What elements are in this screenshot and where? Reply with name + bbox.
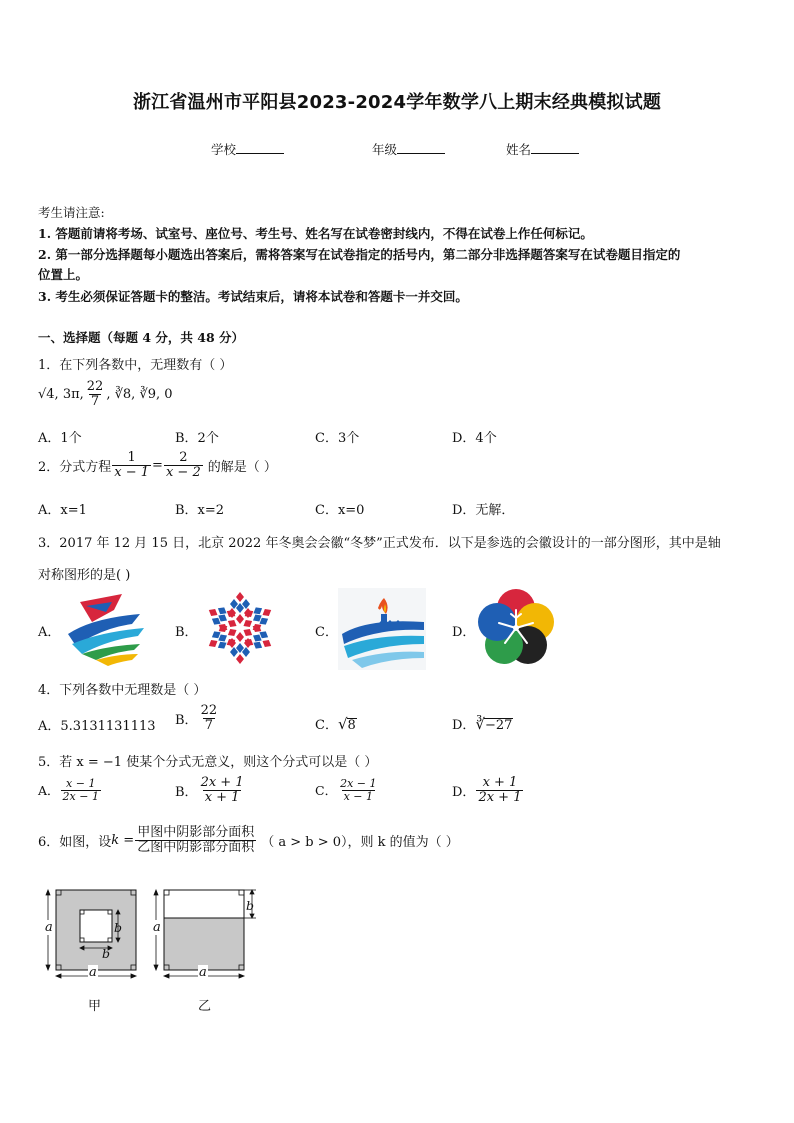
q3-option-d-label: D． — [452, 625, 476, 640]
q4-b-den: 7 — [204, 717, 213, 733]
q5-option-a — [38, 778, 102, 802]
notice-heading: 考生请注意: — [38, 205, 105, 220]
name-field — [506, 140, 579, 158]
q3-option-c-label: C． — [315, 625, 338, 640]
q4-option-d — [452, 714, 513, 733]
q5-b-num: 2x + 1 — [200, 775, 244, 790]
q3-stem-line2: 对称图形的是( ) — [38, 568, 131, 583]
q2-stem-b: 的解是（ ） — [207, 459, 277, 475]
q5-option-b-fraction — [199, 776, 246, 804]
q5-option-c — [315, 778, 380, 802]
q2-f2-den: x − 2 — [165, 464, 201, 480]
sqrt-icon: √ — [337, 715, 348, 733]
q5-option-d-label: D． — [452, 784, 476, 800]
q2-f1-num: 1 — [127, 450, 136, 465]
q6-stem-a: 6．如图，设 — [38, 834, 112, 850]
q3-logo-a-image — [62, 588, 150, 668]
q1-stem: 1．在下列各数中，无理数有（ ） — [38, 358, 233, 373]
q4-option-b — [175, 704, 220, 732]
q4-option-c-value: 8 — [347, 718, 356, 733]
q6-jia-label-b-side: b — [114, 920, 123, 935]
notice-item-1: 1. 答题前请将考场、试室号、座位号、考生号、姓名写在试卷密封线内，不得在试卷上作任何标记。 — [38, 226, 593, 241]
q5-option-d-fraction — [476, 776, 523, 804]
q4-option-c-label: C． — [315, 718, 338, 733]
q5-a-den: 2x − 1 — [62, 789, 99, 803]
q1-frac-den: 7 — [90, 393, 100, 409]
school-label: 学校 — [211, 142, 237, 157]
cube-root-icon: ∛ — [475, 715, 485, 733]
q4-option-a: A．5.3131131113 — [38, 719, 156, 734]
q6-frac-num: 甲图中阴影部分面积 — [137, 825, 255, 840]
grade-label: 年级 — [372, 142, 398, 157]
q2-option-b: B．x=2 — [175, 503, 225, 518]
name-blank — [531, 141, 579, 154]
q2-option-c: C．x=0 — [315, 503, 365, 518]
page-title: 浙江省温州市平阳县2023-2024学年数学八上期末经典模拟试题 — [132, 92, 662, 113]
q6-fraction — [135, 826, 256, 854]
q1-expression — [38, 380, 173, 408]
q3-logo-b-image — [200, 588, 280, 668]
notice-item-3: 3. 考生必须保证答题卡的整洁。考试结束后，请将本试卷和答题卡一并交回。 — [38, 289, 468, 304]
q6-stem — [38, 826, 459, 854]
q1-option-a: A．1个 — [38, 431, 82, 446]
grade-field — [372, 140, 445, 158]
q4-option-b-fraction — [199, 704, 220, 732]
q5-option-c-fraction — [338, 778, 378, 802]
q4-option-d-label: D． — [452, 718, 476, 733]
q4-b-num: 22 — [200, 703, 218, 718]
name-label: 姓名 — [506, 142, 532, 157]
q5-option-a-fraction — [61, 778, 101, 802]
notice-item-2-cont: 位置上。 — [38, 267, 89, 282]
q5-d-den: 2x + 1 — [478, 789, 522, 805]
q6-caption-jia: 甲 — [88, 999, 102, 1014]
q6-jia-label-b-bottom: b — [102, 946, 111, 961]
q6-jia-label-a: a — [45, 920, 53, 935]
q3-option-b-label: B． — [175, 625, 198, 640]
q6-yi-label-b: b — [246, 898, 255, 913]
q2-stem-a: 2．分式方程 — [38, 459, 112, 475]
q6-k: k = — [111, 832, 135, 848]
q5-option-a-label: A． — [38, 783, 60, 799]
q6-yi-label-a-bottom: a — [199, 965, 207, 980]
school-field — [211, 140, 284, 158]
q5-option-d — [452, 776, 524, 804]
q5-option-c-label: C． — [315, 783, 338, 799]
q3-logo-c-image — [338, 588, 426, 670]
section-heading: 一、选择题（每题 4 分，共 48 分） — [38, 330, 245, 345]
q4-option-d-value: −27 — [485, 718, 513, 733]
q6-yi-label-a: a — [153, 920, 161, 935]
q2-fraction-2 — [164, 451, 203, 479]
q5-c-den: x − 1 — [343, 789, 373, 803]
notice-item-2: 2. 第一部分选择题每小题选出答案后，需将答案写在试卷指定的括号内，第二部分非选择题答案写在试卷题目指定的 — [38, 247, 681, 262]
q5-stem: 5．若 x = −1 使某个分式无意义，则这个分式可以是（ ） — [38, 755, 378, 770]
q3-logo-d-image — [476, 586, 556, 670]
q6-condition: （ a > b > 0），则 k 的值为（ ） — [261, 834, 459, 850]
q2-f1-den: x − 1 — [114, 464, 150, 480]
q1-option-d: D．4个 — [452, 431, 497, 446]
q5-d-num: x + 1 — [482, 775, 518, 790]
q1-frac-num: 22 — [86, 379, 104, 394]
q1-option-c: C．3个 — [315, 431, 360, 446]
school-blank — [236, 141, 284, 154]
grade-blank — [397, 141, 445, 154]
q4-option-c — [315, 714, 357, 733]
q2-fraction-1 — [112, 451, 151, 479]
q5-c-num: 2x − 1 — [340, 777, 377, 790]
q1-fraction — [85, 380, 106, 408]
q2-option-a: A．x=1 — [38, 503, 87, 518]
q5-a-num: x − 1 — [66, 777, 96, 790]
q3-stem-line1: 3．2017 年 12 月 15 日，北京 2022 年冬奥会会徽“冬梦”正式发布．以下是参选的会徽设计的一部分图形，其中是轴 — [38, 536, 721, 551]
q5-b-den: x + 1 — [204, 789, 240, 805]
q3-option-a-label: A． — [38, 625, 61, 640]
q6-frac-den: 乙图中阴影部分面积 — [137, 839, 255, 855]
q4-option-b-label: B． — [175, 712, 198, 728]
q6-jia-label-a-bottom: a — [89, 965, 97, 980]
q5-option-b — [175, 776, 247, 804]
q1-expr-b: , ∛8, ∛9, 0 — [106, 386, 173, 402]
q2-option-d: D．无解． — [452, 503, 515, 518]
q1-option-b: B．2个 — [175, 431, 219, 446]
q2-f2-num: 2 — [179, 450, 188, 465]
q4-stem: 4．下列各数中无理数是（ ） — [38, 683, 207, 698]
q5-option-b-label: B． — [175, 784, 198, 800]
q6-caption-yi: 乙 — [198, 999, 212, 1014]
q2-stem — [38, 451, 277, 479]
q1-expr-a: √4, 3π, — [38, 386, 84, 402]
q2-equals: = — [152, 457, 163, 473]
